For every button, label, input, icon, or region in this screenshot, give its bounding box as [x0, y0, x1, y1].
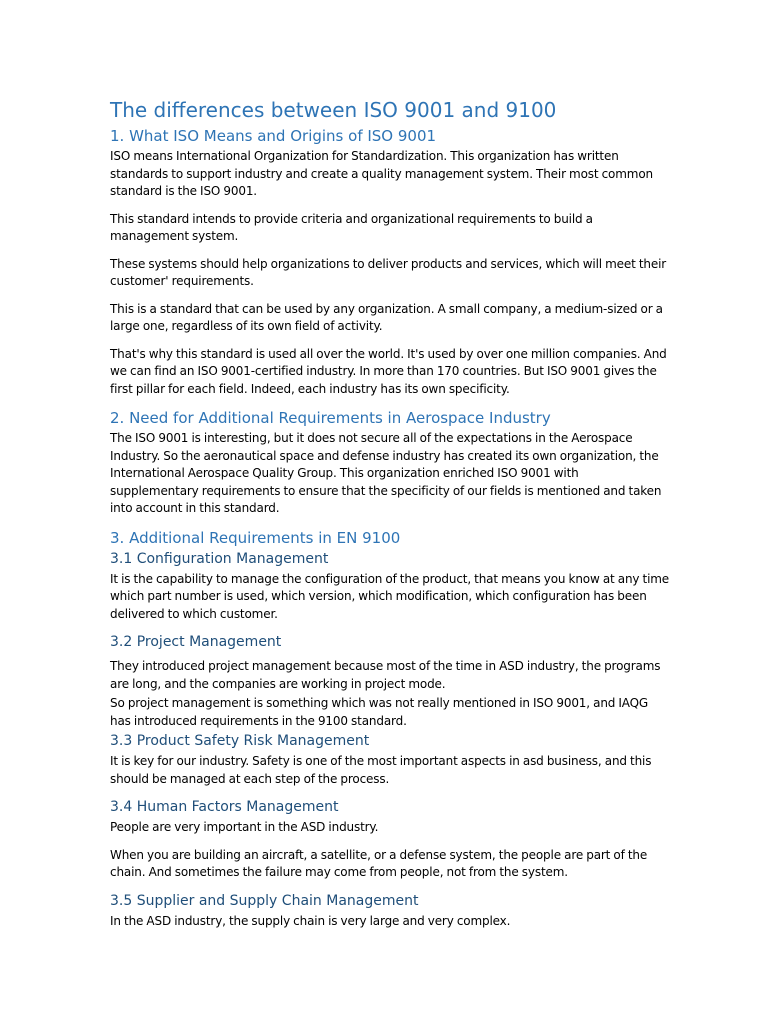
- section-2-heading: 2. Need for Additional Requirements in Aerospace Industry: [110, 409, 551, 427]
- section-3-1-heading: 3.1 Configuration Management: [110, 550, 329, 567]
- section-1-paragraph-5: That's why this standard is used all over the world. It's used by over one million companies. And we can find an ISO 9001-certified industry. In more than 170 countries. But ISO 9001 gives the first pillar for each field. Indeed, each industry has its own specificity.: [110, 346, 667, 396]
- section-3-heading: 3. Additional Requirements in EN 9100: [110, 528, 401, 547]
- section-1-paragraph-1: ISO means International Organization for Standardization. This organization has written standards to support industry and create a quality management system. Their most common standard is the ISO 9001.: [110, 149, 653, 198]
- section-3-2-paragraph-2: So project management is something which was not really mentioned in ISO 9001, and IAQG has introduced requirements in the 9100 standard.: [110, 696, 649, 728]
- section-3-2-paragraph-1: They introduced project management because most of the time in ASD industry, the programs are long, and the companies are working in project mode.: [110, 659, 661, 691]
- section-1-paragraph-3: These systems should help organizations to deliver products and services, which will meet their customer' requirements.: [110, 256, 667, 288]
- section-3-3-heading: 3.3 Product Safety Risk Management: [110, 733, 370, 749]
- section-1-heading: 1. What ISO Means and Origins of ISO 9001: [110, 127, 437, 145]
- section-3-4-heading: 3.4 Human Factors Management: [110, 799, 339, 815]
- section-1-paragraph-2: This standard intends to provide criteria and organizational requirements to build a management system.: [110, 211, 593, 243]
- section-3-5-paragraph-1: In the ASD industry, the supply chain is very large and very complex.: [110, 913, 511, 928]
- section-3-3-paragraph-1: It is key for our industry. Safety is one of the most important aspects in asd business, and this should be managed at each step of the process.: [110, 754, 652, 786]
- document-title: The differences between ISO 9001 and 9100: [110, 98, 557, 122]
- section-3-1-paragraph-1: It is the capability to manage the configuration of the product, that means you know at any time which part number is used, which version, which modification, which configuration has been delivered to which customer.: [110, 571, 670, 621]
- section-3-4-paragraph-1: People are very important in the ASD industry.: [110, 820, 379, 834]
- section-2-paragraph-1: The ISO 9001 is interesting, but it does not secure all of the expectations in the Aerospace Industry. So the aeronautical space and defense industry has created its own organization, the International Aerospace Quality Group. This organization enriched ISO 9001 with supplementary requirements to ensure that the specificity of our fields is mentioned and taken into account in this standard.: [110, 431, 662, 515]
- document-page: [110, 96, 670, 940]
- section-1-paragraph-4: This is a standard that can be used by any organization. A small company, a medium-sized or a large one, regardless of its own field of activity.: [110, 301, 663, 333]
- section-3-2-heading: 3.2 Project Management: [110, 634, 282, 650]
- section-3-5-heading: 3.5 Supplier and Supply Chain Management: [110, 892, 419, 909]
- section-3-4-paragraph-2: When you are building an aircraft, a satellite, or a defense system, the people are part of the chain. And sometimes the failure may come from people, not from the system.: [110, 847, 648, 879]
